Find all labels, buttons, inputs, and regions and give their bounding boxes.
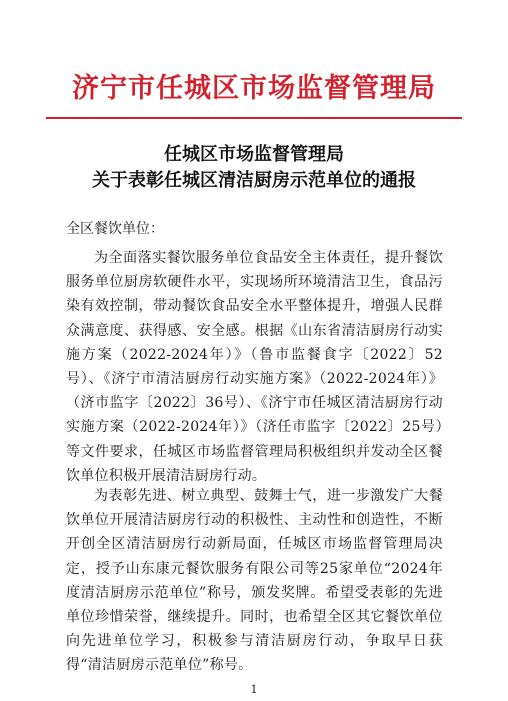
- body-paragraph-1: 为全面落实餐饮服务单位食品安全主体责任，提升餐饮服务单位厨房软硬件水平，实现场所环境清洁卫生，食品污染有效控制，带动餐饮食品安全水平整体提升，增强人民群众满意度、获得感、安全感。根据《山东省清洁厨房行动实施方案（2022-2024年）》（鲁市监餐食字〔2022〕52号）、《济宁市清洁厨房行动实施方案》（2022-2024年）》（济市监字〔2022〕36号）、《济宁市任城区清洁厨房行动实施方案（2022-2024年）》（济任市监字〔2022〕25号）等文件要求，任城区市场监督管理局积极组织并发动全区餐饮单位积极开展清洁厨房行动。: [66, 250, 443, 484]
- document-title-line-2: 关于表彰任城区清洁厨房示范单位的通报: [92, 170, 416, 191]
- agency-header: 济宁市任城区市场监督管理局: [72, 73, 436, 104]
- salutation: 全区餐饮单位：: [66, 221, 164, 237]
- red-divider-line: [46, 117, 462, 119]
- body-paragraph-2: 为表彰先进、树立典型、鼓舞士气，进一步激发广大餐饮单位开展清洁厨房行动的积极性、主动性和创造性，不断开创全区清洁厨房行动新局面，任城区市场监督管理局决定，授予山东康元餐饮服务有限公司等25家单位“2024年度清洁厨房示范单位”称号，颁发奖牌。希望受表彰的先进单位珍惜荣誉，继续提升。同时，也希望全区其它餐饮单位向先进单位学习，积极参与清洁厨房行动，争取早日获得“清洁厨房示范单位”称号。: [66, 488, 443, 674]
- document-title-line-1: 任城区市场监督管理局: [164, 144, 344, 165]
- page-number: 1: [250, 683, 258, 696]
